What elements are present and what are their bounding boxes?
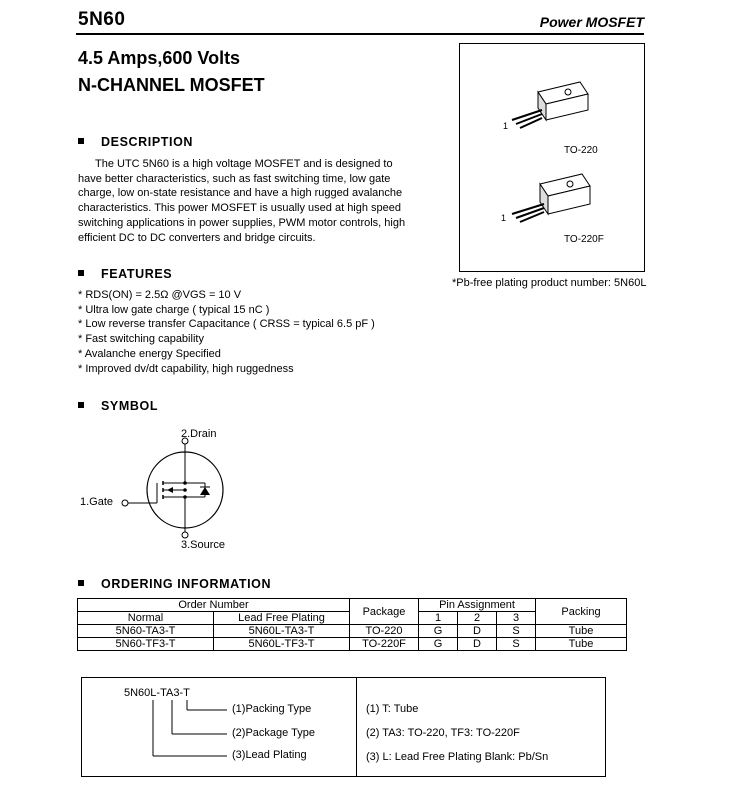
cell-packing: Tube	[536, 625, 627, 638]
description-text: The UTC 5N60 is a high voltage MOSFET and is designed to have better characteristics, such as fast switching time, low gate charge, low on-state resistance and have a high rugged avalanche characteristics. This power MOSFET is usually used at high speed switching applications in power supplies, PWM motor controls, high efficient DC to DC converters and bridge circuits.	[78, 158, 406, 244]
cell-pin-2: D	[458, 638, 497, 651]
part-code: 5N60L-TA3-T	[124, 687, 190, 699]
feature-item: * Low reverse transfer Capacitance ( CRSS = typical 6.5 pF )	[78, 318, 375, 331]
package-figure	[459, 43, 645, 272]
part-number: 5N60	[78, 9, 126, 30]
code-value-package: (2) TA3: TO-220, TF3: TO-220F	[366, 727, 520, 739]
cell-pin-3: S	[497, 625, 536, 638]
bullet-square-icon	[78, 402, 84, 408]
package-label-to220: TO-220	[564, 145, 598, 156]
product-category: Power MOSFET	[539, 14, 644, 30]
pin1-marker: 1	[503, 121, 509, 131]
to220f-package-icon	[512, 174, 590, 222]
table-header-row	[78, 599, 627, 612]
feature-item: * RDS(ON) = 2.5Ω @VGS = 10 V	[78, 289, 242, 301]
table-row	[78, 638, 627, 651]
mosfet-symbol-icon	[75, 425, 275, 555]
header-packing: Packing	[536, 599, 627, 625]
feature-item: * Improved dv/dt capability, high ruggedness	[78, 362, 294, 375]
cell-lead-free: 5N60L-TA3-T	[214, 625, 350, 638]
part-code-breakdown	[81, 677, 606, 777]
ordering-table	[77, 598, 627, 651]
cell-pin-2: D	[458, 625, 497, 638]
code-label-package: (2)Package Type	[232, 727, 315, 739]
cell-package: TO-220	[350, 625, 419, 638]
table-row	[78, 625, 627, 638]
header-pin-2: 2	[458, 612, 497, 625]
cell-packing: Tube	[536, 638, 627, 651]
title-ratings: 4.5 Amps,600 Volts	[78, 48, 241, 68]
code-label-packing: (1)Packing Type	[232, 703, 312, 715]
feature-item: * Avalanche energy Specified	[78, 347, 221, 360]
column-divider	[356, 678, 357, 776]
bullet-square-icon	[78, 270, 84, 276]
package-drawings	[460, 44, 644, 271]
cell-normal: 5N60-TA3-T	[78, 625, 214, 638]
bullet-square-icon	[78, 580, 84, 586]
ordering-heading: ORDERING INFORMATION	[78, 577, 271, 591]
symbol-heading: SYMBOL	[78, 399, 158, 413]
feature-item: * Ultra low gate charge ( typical 15 nC )	[78, 303, 270, 316]
cell-normal: 5N60-TF3-T	[78, 638, 214, 651]
header-pin-3: 3	[497, 612, 536, 625]
header-pin-1: 1	[419, 612, 458, 625]
cell-pin-1: G	[419, 625, 458, 638]
pb-free-note: *Pb-free plating product number: 5N60L	[452, 277, 647, 289]
pin1-marker: 1	[501, 213, 507, 223]
title-type: N-CHANNEL MOSFET	[78, 75, 265, 95]
code-value-packing: (1) T: Tube	[366, 703, 419, 715]
cell-pin-3: S	[497, 638, 536, 651]
drain-label: 2.Drain	[181, 428, 217, 440]
description-heading: DESCRIPTION	[78, 135, 193, 149]
bullet-square-icon	[78, 138, 84, 144]
source-label: 3.Source	[181, 539, 226, 551]
package-label-to220f: TO-220F	[564, 234, 604, 245]
header-rule	[76, 33, 644, 35]
cell-package: TO-220F	[350, 638, 419, 651]
header-normal: Normal	[78, 612, 214, 625]
gate-label: 1.Gate	[80, 496, 114, 508]
cell-pin-1: G	[419, 638, 458, 651]
to220-package-icon	[512, 82, 588, 128]
header-pin-assignment: Pin Assignment	[419, 599, 536, 612]
cell-lead-free: 5N60L-TF3-T	[214, 638, 350, 651]
header-lead-free: Lead Free Plating	[214, 612, 350, 625]
code-value-plating: (3) L: Lead Free Plating Blank: Pb/Sn	[366, 751, 549, 763]
header-package: Package	[350, 599, 419, 625]
header-order-number: Order Number	[78, 599, 350, 612]
code-label-plating: (3)Lead Plating	[232, 749, 307, 761]
features-heading: FEATURES	[78, 267, 172, 281]
features-list	[78, 288, 375, 376]
feature-item: * Fast switching capability	[78, 333, 204, 346]
